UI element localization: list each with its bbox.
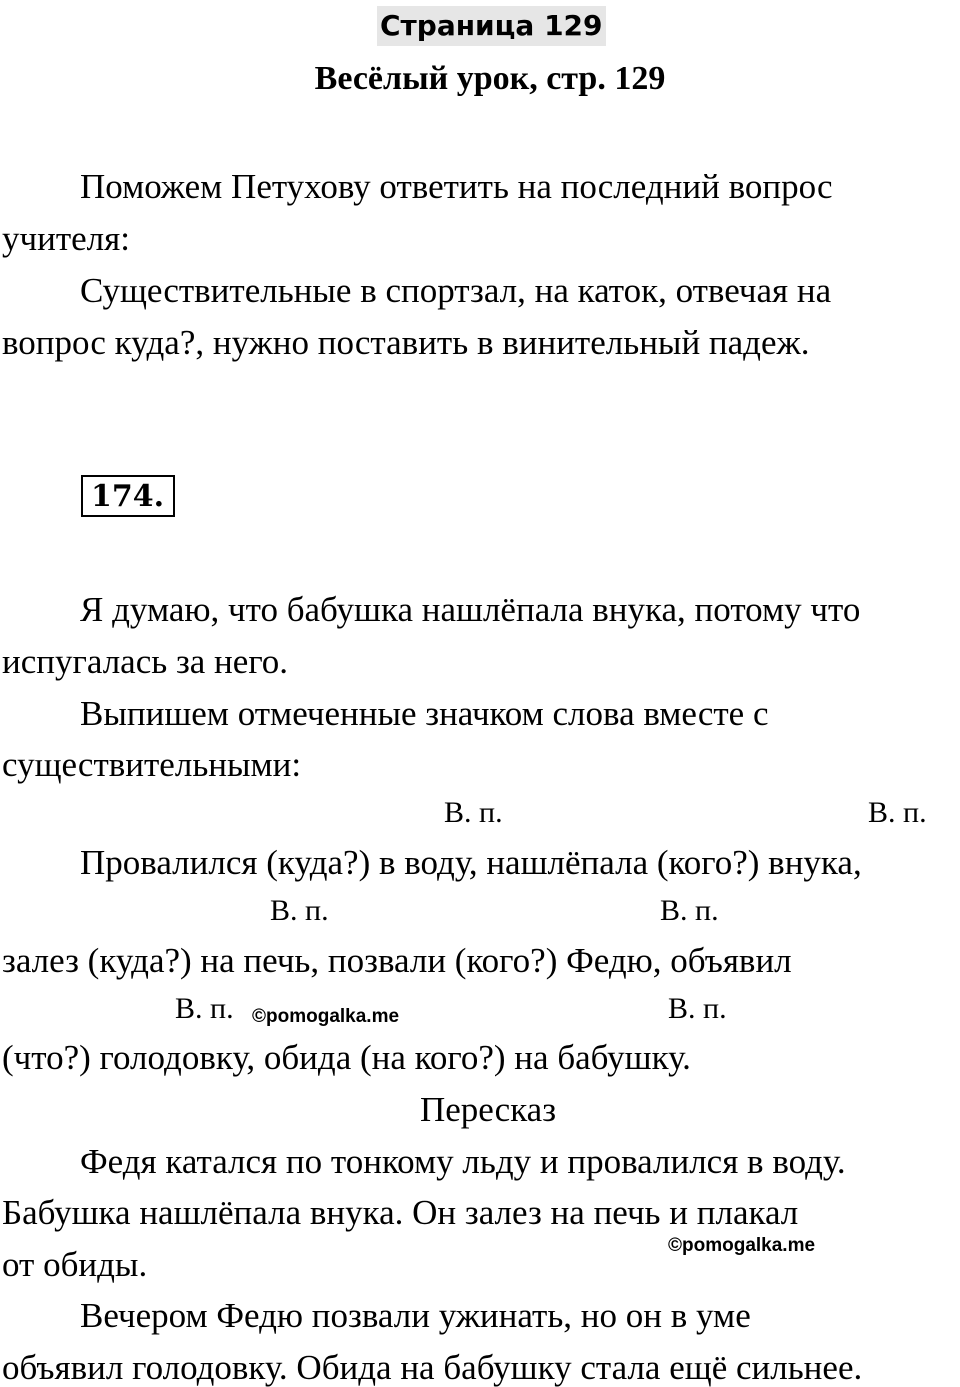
exercise-number-box: 174.: [81, 475, 175, 517]
paragraph-line: существительными:: [2, 745, 302, 784]
paragraph-line: Поможем Петухову ответить на последний вопрос: [80, 167, 833, 206]
case-mark: В. п.: [668, 992, 727, 1025]
paragraph-line: учителя:: [2, 219, 130, 258]
paragraph-line: (что?) голодовку, обида (на кого?) на бабушку.: [2, 1038, 691, 1077]
paragraph-line: Бабушка нашлёпала внука. Он залез на печь и плакал: [2, 1193, 799, 1232]
paragraph-line: Федя катался по тонкому льду и провалился в воду.: [80, 1142, 846, 1181]
paragraph-line: Вечером Федю позвали ужинать, но он в уме: [80, 1296, 751, 1335]
page-title: Страница 129: [377, 6, 606, 46]
paragraph-line: Существительные в спортзал, на каток, отвечая на: [80, 271, 832, 310]
watermark: ©pomogalka.me: [668, 1235, 816, 1256]
case-mark: В. п.: [660, 894, 719, 927]
paragraph-line: объявил голодовку. Обида на бабушку стала ещё сильнее.: [2, 1348, 863, 1387]
paragraph-line: испугалась за него.: [2, 642, 289, 681]
case-mark: В. п.: [868, 796, 927, 829]
paragraph-line: залез (куда?) на печь, позвали (кого?) Федю, объявил: [2, 941, 792, 980]
case-mark: В. п.: [444, 796, 503, 829]
retelling-heading: Пересказ: [419, 1090, 557, 1129]
lesson-title: Весёлый урок, стр. 129: [314, 60, 666, 97]
paragraph-line: Я думаю, что бабушка нашлёпала внука, потому что: [80, 590, 861, 629]
paragraph-line: Провалился (куда?) в воду, нашлёпала (кого?) внука,: [80, 843, 862, 882]
paragraph-line: от обиды.: [2, 1245, 148, 1284]
case-mark: В. п.: [175, 992, 234, 1025]
paragraph-line: Выпишем отмеченные значком слова вместе с: [80, 694, 769, 733]
case-mark: В. п.: [270, 894, 329, 927]
paragraph-line: вопрос куда?, нужно поставить в винительный падеж.: [2, 323, 810, 362]
watermark: ©pomogalka.me: [252, 1006, 400, 1027]
